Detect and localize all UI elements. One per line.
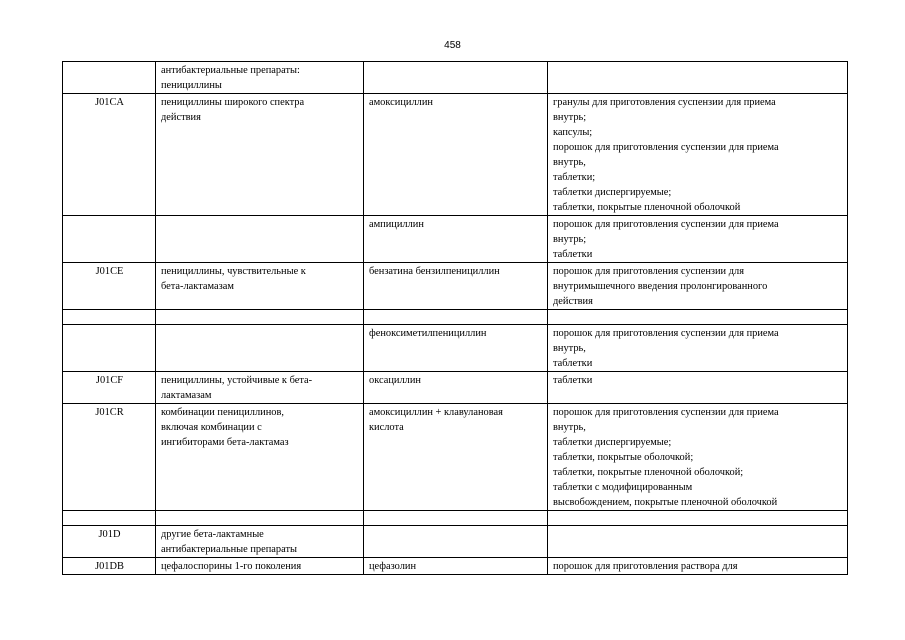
- atc-code-cell: [63, 216, 156, 263]
- drug-name-cell: [364, 526, 548, 558]
- cell-text-line: цефазолин: [369, 561, 417, 572]
- cell-text-line: внутрь;: [553, 234, 587, 245]
- cell-text-line: бета-лактамазам: [161, 281, 234, 292]
- group-name-cell: [156, 263, 364, 310]
- drug-name-cell: [364, 263, 548, 310]
- cell-text-line: внутрь;: [553, 112, 587, 123]
- cell-text-line: пенициллины: [161, 80, 222, 91]
- group-name-cell: [156, 62, 364, 94]
- atc-code-cell: J01D: [63, 526, 156, 558]
- cell-text-line: ампициллин: [369, 219, 424, 230]
- cell-text-line: действия: [161, 112, 201, 123]
- group-name-cell: [156, 404, 364, 511]
- cell-text-line: действия: [553, 296, 593, 307]
- cell-text-line: пенициллины, чувствительные к: [161, 266, 306, 277]
- drug-name-cell: [364, 216, 548, 263]
- cell-text-line: внутрь,: [553, 157, 586, 168]
- table-row: [63, 94, 848, 216]
- cell-text-line: оксациллин: [369, 375, 421, 386]
- group-name-cell: [156, 558, 364, 575]
- cell-text-line: внутримышечного введения пролонгированного: [553, 281, 768, 292]
- cell-text-line: гранулы для приготовления суспензии для приема: [553, 97, 776, 108]
- cell-text-line: антибактериальные препараты:: [161, 65, 300, 76]
- dosage-forms-cell: [548, 263, 848, 310]
- atc-code-cell: J01CE: [63, 263, 156, 310]
- cell-text-line: порошок для приготовления суспензии для: [553, 266, 744, 277]
- cell-text-line: таблетки диспергируемые;: [553, 187, 672, 198]
- dosage-forms-cell: [548, 94, 848, 216]
- cell-text-line: таблетки, покрытые оболочкой;: [553, 452, 694, 463]
- atc-code-cell: J01CF: [63, 372, 156, 404]
- drug-name-cell: [364, 372, 548, 404]
- cell-text-line: амоксициллин + клавулановая: [369, 407, 503, 418]
- cell-text-line: таблетки: [553, 249, 593, 260]
- table-row: [63, 511, 848, 526]
- table-row: [63, 325, 848, 372]
- cell-text-line: порошок для приготовления суспензии для приема: [553, 407, 779, 418]
- cell-text-line: капсулы;: [553, 127, 593, 138]
- dosage-forms-cell: [548, 325, 848, 372]
- drug-name-cell: [364, 325, 548, 372]
- atc-code-cell: J01DB: [63, 558, 156, 575]
- table-row: [63, 310, 848, 325]
- drug-table: [62, 61, 848, 575]
- dosage-forms-cell: [548, 310, 848, 325]
- cell-text-line: комбинации пенициллинов,: [161, 407, 284, 418]
- table-row: [63, 404, 848, 511]
- cell-text-line: таблетки диспергируемые;: [553, 437, 672, 448]
- cell-text-line: внутрь,: [553, 343, 586, 354]
- table-row: [63, 216, 848, 263]
- cell-text-line: таблетки, покрытые пленочной оболочкой;: [553, 467, 744, 478]
- atc-code-cell: J01CA: [63, 94, 156, 216]
- group-name-cell: [156, 216, 364, 263]
- cell-text-line: пенициллины, устойчивые к бета-: [161, 375, 313, 386]
- drug-name-cell: [364, 404, 548, 511]
- group-name-cell: [156, 94, 364, 216]
- cell-text-line: другие бета-лактамные: [161, 529, 264, 540]
- drug-name-cell: [364, 94, 548, 216]
- cell-text-line: таблетки: [553, 375, 593, 386]
- group-name-cell: [156, 325, 364, 372]
- cell-text-line: порошок для приготовления суспензии для приема: [553, 142, 779, 153]
- table-row: [63, 558, 848, 575]
- cell-text-line: порошок для приготовления суспензии для приема: [553, 219, 779, 230]
- cell-text-line: цефалоспорины 1-го поколения: [161, 561, 302, 572]
- dosage-forms-cell: [548, 372, 848, 404]
- dosage-forms-cell: [548, 216, 848, 263]
- dosage-forms-cell: [548, 558, 848, 575]
- cell-text-line: порошок для приготовления суспензии для приема: [553, 328, 779, 339]
- cell-text-line: порошок для приготовления раствора для: [553, 561, 738, 572]
- dosage-forms-cell: [548, 62, 848, 94]
- cell-text-line: таблетки с модифицированным: [553, 482, 693, 493]
- table-row: [63, 263, 848, 310]
- drug-name-cell: [364, 558, 548, 575]
- drug-name-cell: [364, 310, 548, 325]
- drug-name-cell: [364, 62, 548, 94]
- atc-code-cell: [63, 310, 156, 325]
- cell-text-line: включая комбинации с: [161, 422, 262, 433]
- group-name-cell: [156, 310, 364, 325]
- cell-text-line: таблетки;: [553, 172, 596, 183]
- group-name-cell: [156, 526, 364, 558]
- cell-text-line: пенициллины широкого спектра: [161, 97, 305, 108]
- atc-code-cell: [63, 325, 156, 372]
- cell-text-line: ингибиторами бета-лактамаз: [161, 437, 289, 448]
- group-name-cell: [156, 511, 364, 526]
- atc-code-cell: [63, 62, 156, 94]
- cell-text-line: лактамазам: [161, 390, 212, 401]
- cell-text-line: таблетки, покрытые пленочной оболочкой: [553, 202, 741, 213]
- dosage-forms-cell: [548, 526, 848, 558]
- dosage-forms-cell: [548, 404, 848, 511]
- atc-code-cell: J01CR: [63, 404, 156, 511]
- cell-text-line: высвобождением, покрытые пленочной оболочкой: [553, 497, 778, 508]
- table-row: [63, 372, 848, 404]
- cell-text-line: амоксициллин: [369, 97, 433, 108]
- cell-text-line: бензатина бензилпенициллин: [369, 266, 500, 277]
- table-body: [63, 62, 848, 575]
- cell-text-line: кислота: [369, 422, 404, 433]
- group-name-cell: [156, 372, 364, 404]
- atc-code-cell: [63, 511, 156, 526]
- page-number: 458: [444, 40, 461, 51]
- cell-text-line: феноксиметилпенициллин: [369, 328, 487, 339]
- table-row: [63, 526, 848, 558]
- table-row: [63, 62, 848, 94]
- drug-name-cell: [364, 511, 548, 526]
- cell-text-line: внутрь,: [553, 422, 586, 433]
- dosage-forms-cell: [548, 511, 848, 526]
- cell-text-line: таблетки: [553, 358, 593, 369]
- cell-text-line: антибактериальные препараты: [161, 544, 297, 555]
